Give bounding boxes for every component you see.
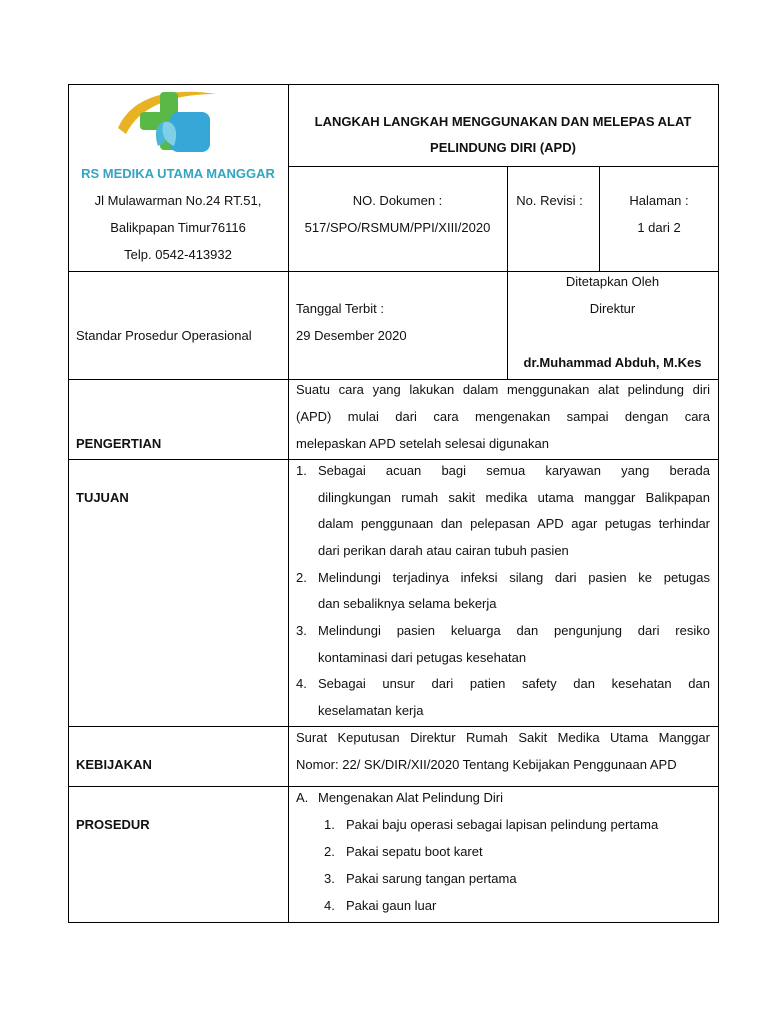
table-border [68,84,69,923]
procedure-step: Pakai baju operasi sebagai lapisan pelindung pertama [346,817,659,832]
section-label-prosedur: PROSEDUR [76,817,150,832]
document-title: PELINDUNG DIRI (APD) [430,140,576,155]
step-number: 1. [324,817,335,832]
procedure-step: Pakai sarung tangan pertama [346,871,517,886]
list-item: kontaminasi dari petugas kesehatan [318,650,527,665]
list-item: Melindungi pasien keluarga dan pengunjung dari resiko [318,623,710,638]
section-label-pengertian: PENGERTIAN [76,436,162,451]
page-value: 1 dari 2 [637,220,681,235]
table-border [288,166,719,167]
doc-number-label: NO. Dokumen : [352,193,443,208]
list-number: 3. [296,623,307,638]
list-item: dilingkungan rumah sakit medika utama manggar Balikpapan [318,490,710,505]
table-border [68,84,719,85]
list-item: dari perikan darah atau cairan tubuh pasien [318,543,569,558]
procedure-section-letter: A. [296,790,309,805]
doc-number-value: 517/SPO/RSMUM/PPI/XIII/2020 [304,220,491,235]
kebijakan-line: Surat Keputusan Direktur Rumah Sakit Medika Utama Manggar [296,730,710,745]
list-item: Sebagai unsur dari patien safety dan kesehatan dan [318,676,710,691]
list-item: dalam penggunaan dan pelepasan APD agar petugas terhindar [318,516,710,531]
issue-date-label: Tanggal Terbit : [296,301,384,316]
procedure-step: Pakai gaun luar [346,898,437,913]
list-number: 1. [296,463,307,478]
list-number: 2. [296,570,307,585]
list-item: dan sebaliknya selama bekerja [318,596,497,611]
revision-label: No. Revisi : [516,193,583,208]
list-item: Melindungi terjadinya infeksi silang dari pasien ke petugas [318,570,710,585]
table-border [288,84,289,923]
step-number: 3. [324,871,335,886]
table-border [68,726,719,727]
sop-label: Standar Prosedur Operasional [76,328,252,343]
issue-date: 29 Desember 2020 [296,328,407,343]
section-label-tujuan: TUJUAN [76,490,129,505]
pengertian-line: (APD) mulai dari cara mengenakan sampai dengan cara [296,409,710,424]
hospital-address: Jl Mulawarman No.24 RT.51, [94,193,262,208]
table-border [718,84,719,923]
hospital-address: Balikpapan Timur76116 [110,220,246,235]
page-label: Halaman : [629,193,689,208]
pengertian-line: Suatu cara yang lakukan dalam menggunakan alat pelindung diri [296,382,710,397]
approved-role: Direktur [589,301,636,316]
table-border [68,459,719,460]
list-item: keselamatan kerja [318,703,424,718]
step-number: 2. [324,844,335,859]
pengertian-line: melepaskan APD setelah selesai digunakan [296,436,549,451]
table-border [68,786,719,787]
hospital-logo [112,86,220,162]
section-label-kebijakan: KEBIJAKAN [76,757,152,772]
table-border [68,271,719,272]
hospital-name: RS MEDIKA UTAMA MANGGAR [81,166,275,181]
list-number: 4. [296,676,307,691]
procedure-step: Pakai sepatu boot karet [346,844,483,859]
step-number: 4. [324,898,335,913]
table-border [68,922,719,923]
hospital-phone: Telp. 0542-413932 [124,247,232,262]
document-title: LANGKAH LANGKAH MENGGUNAKAN DAN MELEPAS ALAT [314,114,692,129]
kebijakan-line: Nomor: 22/ SK/DIR/XII/2020 Tentang Kebijakan Penggunaan APD [296,757,677,772]
procedure-section-title: Mengenakan Alat Pelindung Diri [318,790,504,805]
approved-name: dr.Muhammad Abduh, M.Kes [523,355,702,370]
approved-label: Ditetapkan Oleh [565,274,660,289]
list-item: Sebagai acuan bagi semua karyawan yang berada [318,463,710,478]
table-border [599,166,600,272]
table-border [68,379,719,380]
